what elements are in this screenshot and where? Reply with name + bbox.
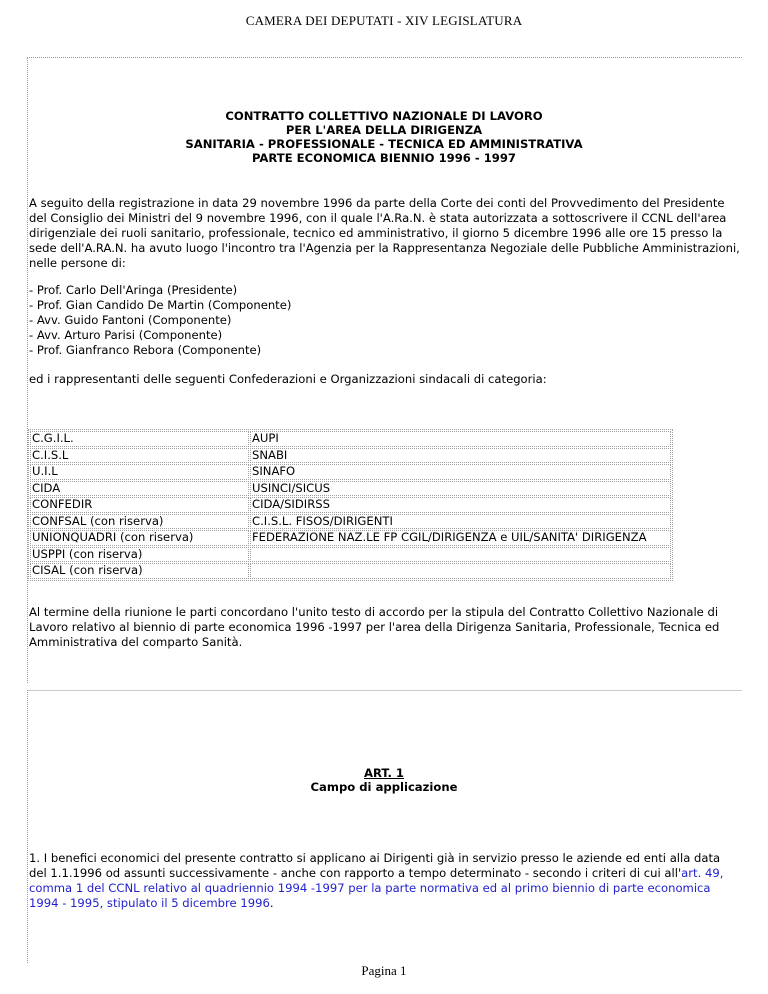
organization-cell: AUPI <box>250 431 671 447</box>
confederation-cell: USPPI (con riserva) <box>30 547 249 563</box>
table-row <box>30 514 671 530</box>
title-line: SANITARIA - PROFESSIONALE - TECNICA ED AMMINISTRATIVA <box>185 137 583 151</box>
document-title <box>27 109 741 165</box>
closing-paragraph: Al termine della riunione le parti concordano l'unito testo di accordo per la stipula del Contratto Collettivo Nazionale di Lavoro relativo al biennio di parte economica 1996 -1997 per l'area della Dirigenza Sanitaria, Professionale, Tecnica ed Amministrativa del comparto Sanità. <box>29 605 720 649</box>
table-row <box>30 563 671 579</box>
organization-cell: USINCI/SICUS <box>250 481 671 497</box>
table-row <box>30 464 671 480</box>
confederation-cell: CONFEDIR <box>30 497 249 513</box>
table-row <box>30 448 671 464</box>
member-item: - Avv. Arturo Parisi (Componente) <box>29 328 223 342</box>
article-body-text: 1. I benefici economici del presente contratto si applicano ai Dirigenti già in servizio presso le aziende ed enti alla data del 1.1.1996 od assunti successivamente - anche con rapporto a tempo determinato - secondo i criteri di cui all' <box>29 851 721 880</box>
confederation-cell: CONFSAL (con riserva) <box>30 514 249 530</box>
organization-cell: CIDA/SIDIRSS <box>250 497 671 513</box>
confederations-intro: ed i rappresentanti delle seguenti Confederazioni e Organizzazioni sindacali di categoria: <box>29 372 547 386</box>
organization-cell: SINAFO <box>250 464 671 480</box>
organization-cell: FEDERAZIONE NAZ.LE FP CGIL/DIRIGENZA e UIL/SANITA' DIRIGENZA <box>250 530 671 546</box>
member-item: - Avv. Guido Fantoni (Componente) <box>29 313 232 327</box>
title-line: PER L'AREA DELLA DIRIGENZA <box>285 123 483 137</box>
article-body-end: . <box>269 896 274 910</box>
table-row <box>30 431 671 447</box>
table-row <box>30 530 671 546</box>
article-frame <box>27 690 742 963</box>
contract-reference-link[interactable]: art. 49, comma 1 del CCNL relativo al quadriennio 1994 -1997 per la parte normativa ed al primo biennio di parte economica 1994 - 1995, stipulato il 5 dicembre 1996 <box>29 866 724 910</box>
member-item: - Prof. Carlo Dell'Aringa (Presidente) <box>29 283 238 297</box>
article-heading <box>27 766 741 794</box>
confederation-cell: C.G.I.L. <box>30 431 249 447</box>
agency-members-list <box>29 283 741 358</box>
article-title: Campo di applicazione <box>310 780 458 794</box>
organization-cell <box>250 547 671 563</box>
article-number: ART. 1 <box>363 766 405 780</box>
unions-table <box>28 429 673 581</box>
organization-cell: SNABI <box>250 448 671 464</box>
article-body <box>29 851 741 911</box>
confederation-cell: UNIONQUADRI (con riserva) <box>30 530 249 546</box>
table-row <box>30 481 671 497</box>
member-item: - Prof. Gianfranco Rebora (Componente) <box>29 343 262 357</box>
confederation-cell: C.I.S.L <box>30 448 249 464</box>
table-row <box>30 497 671 513</box>
confederation-cell: U.I.L <box>30 464 249 480</box>
confederation-cell: CIDA <box>30 481 249 497</box>
organization-cell: C.I.S.L. FISOS/DIRIGENTI <box>250 514 671 530</box>
running-header: CAMERA DEI DEPUTATI - XIV LEGISLATURA <box>245 13 523 28</box>
page-number: Pagina 1 <box>361 963 407 978</box>
intro-paragraph: A seguito della registrazione in data 29 novembre 1996 da parte della Corte dei conti del Provvedimento del Presidente del Consiglio dei Ministri del 9 novembre 1996, con il quale l'A.Ra.N. è stata autorizzata a sottoscrivere il CCNL dell'area dirigenziale dei ruoli sanitario, professionale, tecnico ed amministrativo, il giorno 5 dicembre 1996 alle ore 15 presso la sede dell'A.RA.N. ha avuto luogo l'incontro tra l'Agenzia per la Rappresentanza Negoziale delle Pubbliche Amministrazioni, nelle persone di: <box>29 196 740 270</box>
organization-cell <box>250 563 671 579</box>
confederation-cell: CISAL (con riserva) <box>30 563 249 579</box>
member-item: - Prof. Gian Candido De Martin (Componente) <box>29 298 292 312</box>
title-line: PARTE ECONOMICA BIENNIO 1996 - 1997 <box>252 151 516 165</box>
table-row <box>30 547 671 563</box>
title-line: CONTRATTO COLLETTIVO NAZIONALE DI LAVORO <box>225 109 543 123</box>
